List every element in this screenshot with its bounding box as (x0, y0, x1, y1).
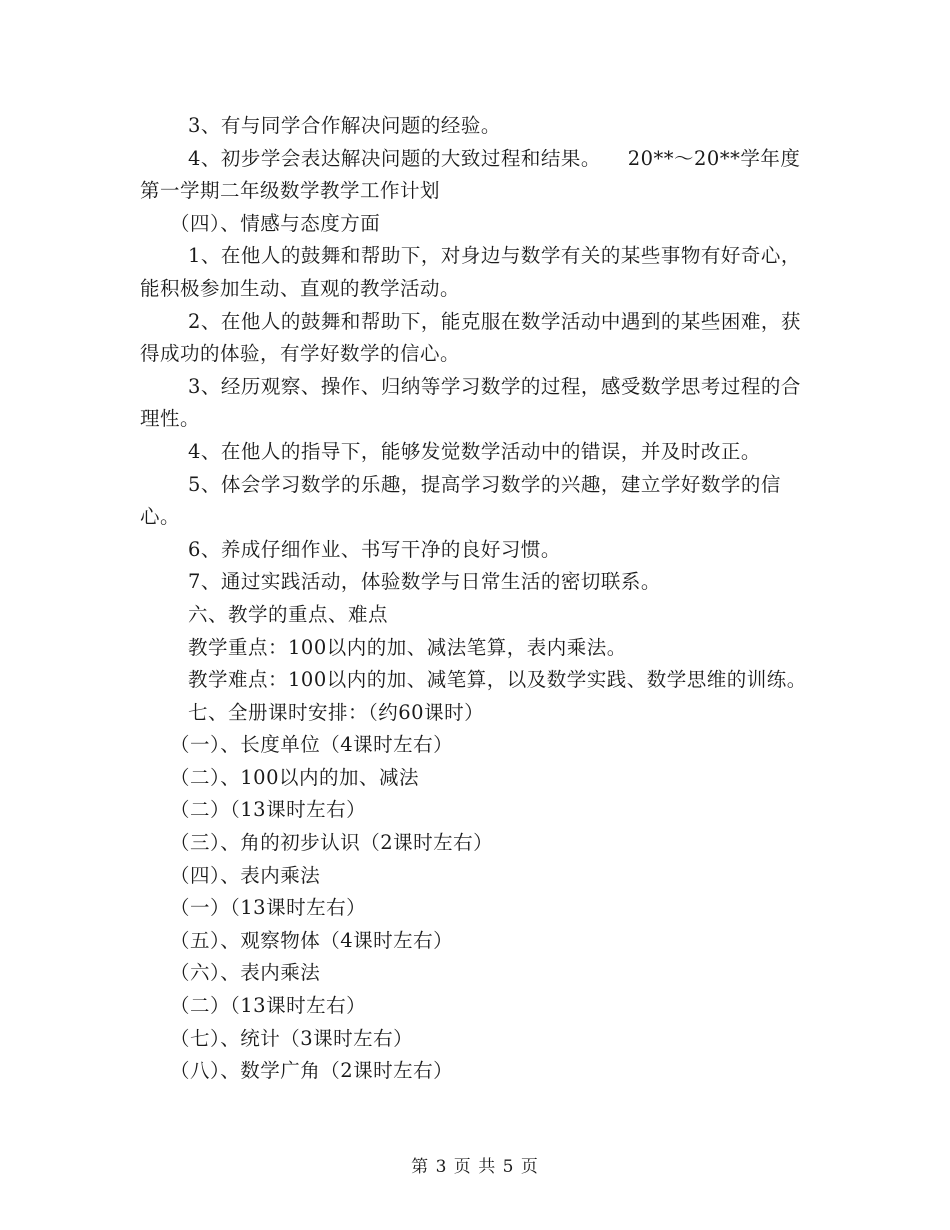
paragraph: 4、在他人的指导下，能够发觉数学活动中的错误，并及时改正。 (188, 439, 761, 463)
paragraph: 3、有与同学合作解决问题的经验。 (188, 114, 501, 137)
list-item: （四）、表内乘法 (170, 863, 321, 887)
list-item: （一）（13课时左右） (170, 896, 367, 920)
section-heading: 六、教学的重点、难点 (188, 602, 389, 626)
paragraph: 6、养成仔细作业、书写干净的良好习惯。 (188, 537, 561, 561)
paragraph: 7、通过实践活动，体验数学与日常生活的密切联系。 (188, 570, 661, 594)
section-heading: （四）、情感与态度方面 (170, 211, 381, 235)
list-item: （二）、100以内的加、减法 (170, 765, 419, 789)
list-item: （八）、数学广角（2课时左右） (170, 1059, 454, 1083)
list-item: （一）、长度单位（4课时左右） (170, 733, 454, 757)
page-footer: 第 3 页 共 5 页 (411, 1157, 539, 1177)
paragraph: 2、在他人的鼓舞和帮助下，能克服在数学活动中遇到的某些困难，获得成功的体验，有学好数学的信心。 (140, 309, 801, 366)
list-item: （三）、角的初步认识（2课时左右） (170, 831, 494, 855)
paragraph: 教学难点：100以内的加、减笔算，以及数学实践、数学思维的训练。 (188, 668, 807, 692)
list-item: （二）（13课时左右） (170, 994, 367, 1018)
paragraph: 3、经历观察、操作、归纳等学习数学的过程，感受数学思考过程的合理性。 (140, 374, 801, 431)
section-heading: 七、全册课时安排：（约60课时） (188, 700, 485, 724)
list-item: （六）、表内乘法 (170, 961, 321, 985)
paragraph: 5、体会学习数学的乐趣，提高学习数学的兴趣，建立学好数学的信心。 (140, 472, 781, 529)
paragraph: 4、初步学会表达解决问题的大致过程和结果。 20**～20**学年度第一学期二年级数学教学工作计划 (140, 146, 801, 203)
document-body (140, 110, 810, 1088)
list-item: （七）、统计（3课时左右） (170, 1026, 414, 1050)
paragraph: 1、在他人的鼓舞和帮助下，对身边与数学有关的某些事物有好奇心，能积极参加生动、直观的教学活动。 (140, 244, 801, 300)
list-item: （二）（13课时左右） (170, 798, 367, 822)
list-item: （五）、观察物体（4课时左右） (170, 928, 454, 952)
paragraph: 教学重点：100以内的加、减法笔算，表内乘法。 (188, 635, 627, 659)
